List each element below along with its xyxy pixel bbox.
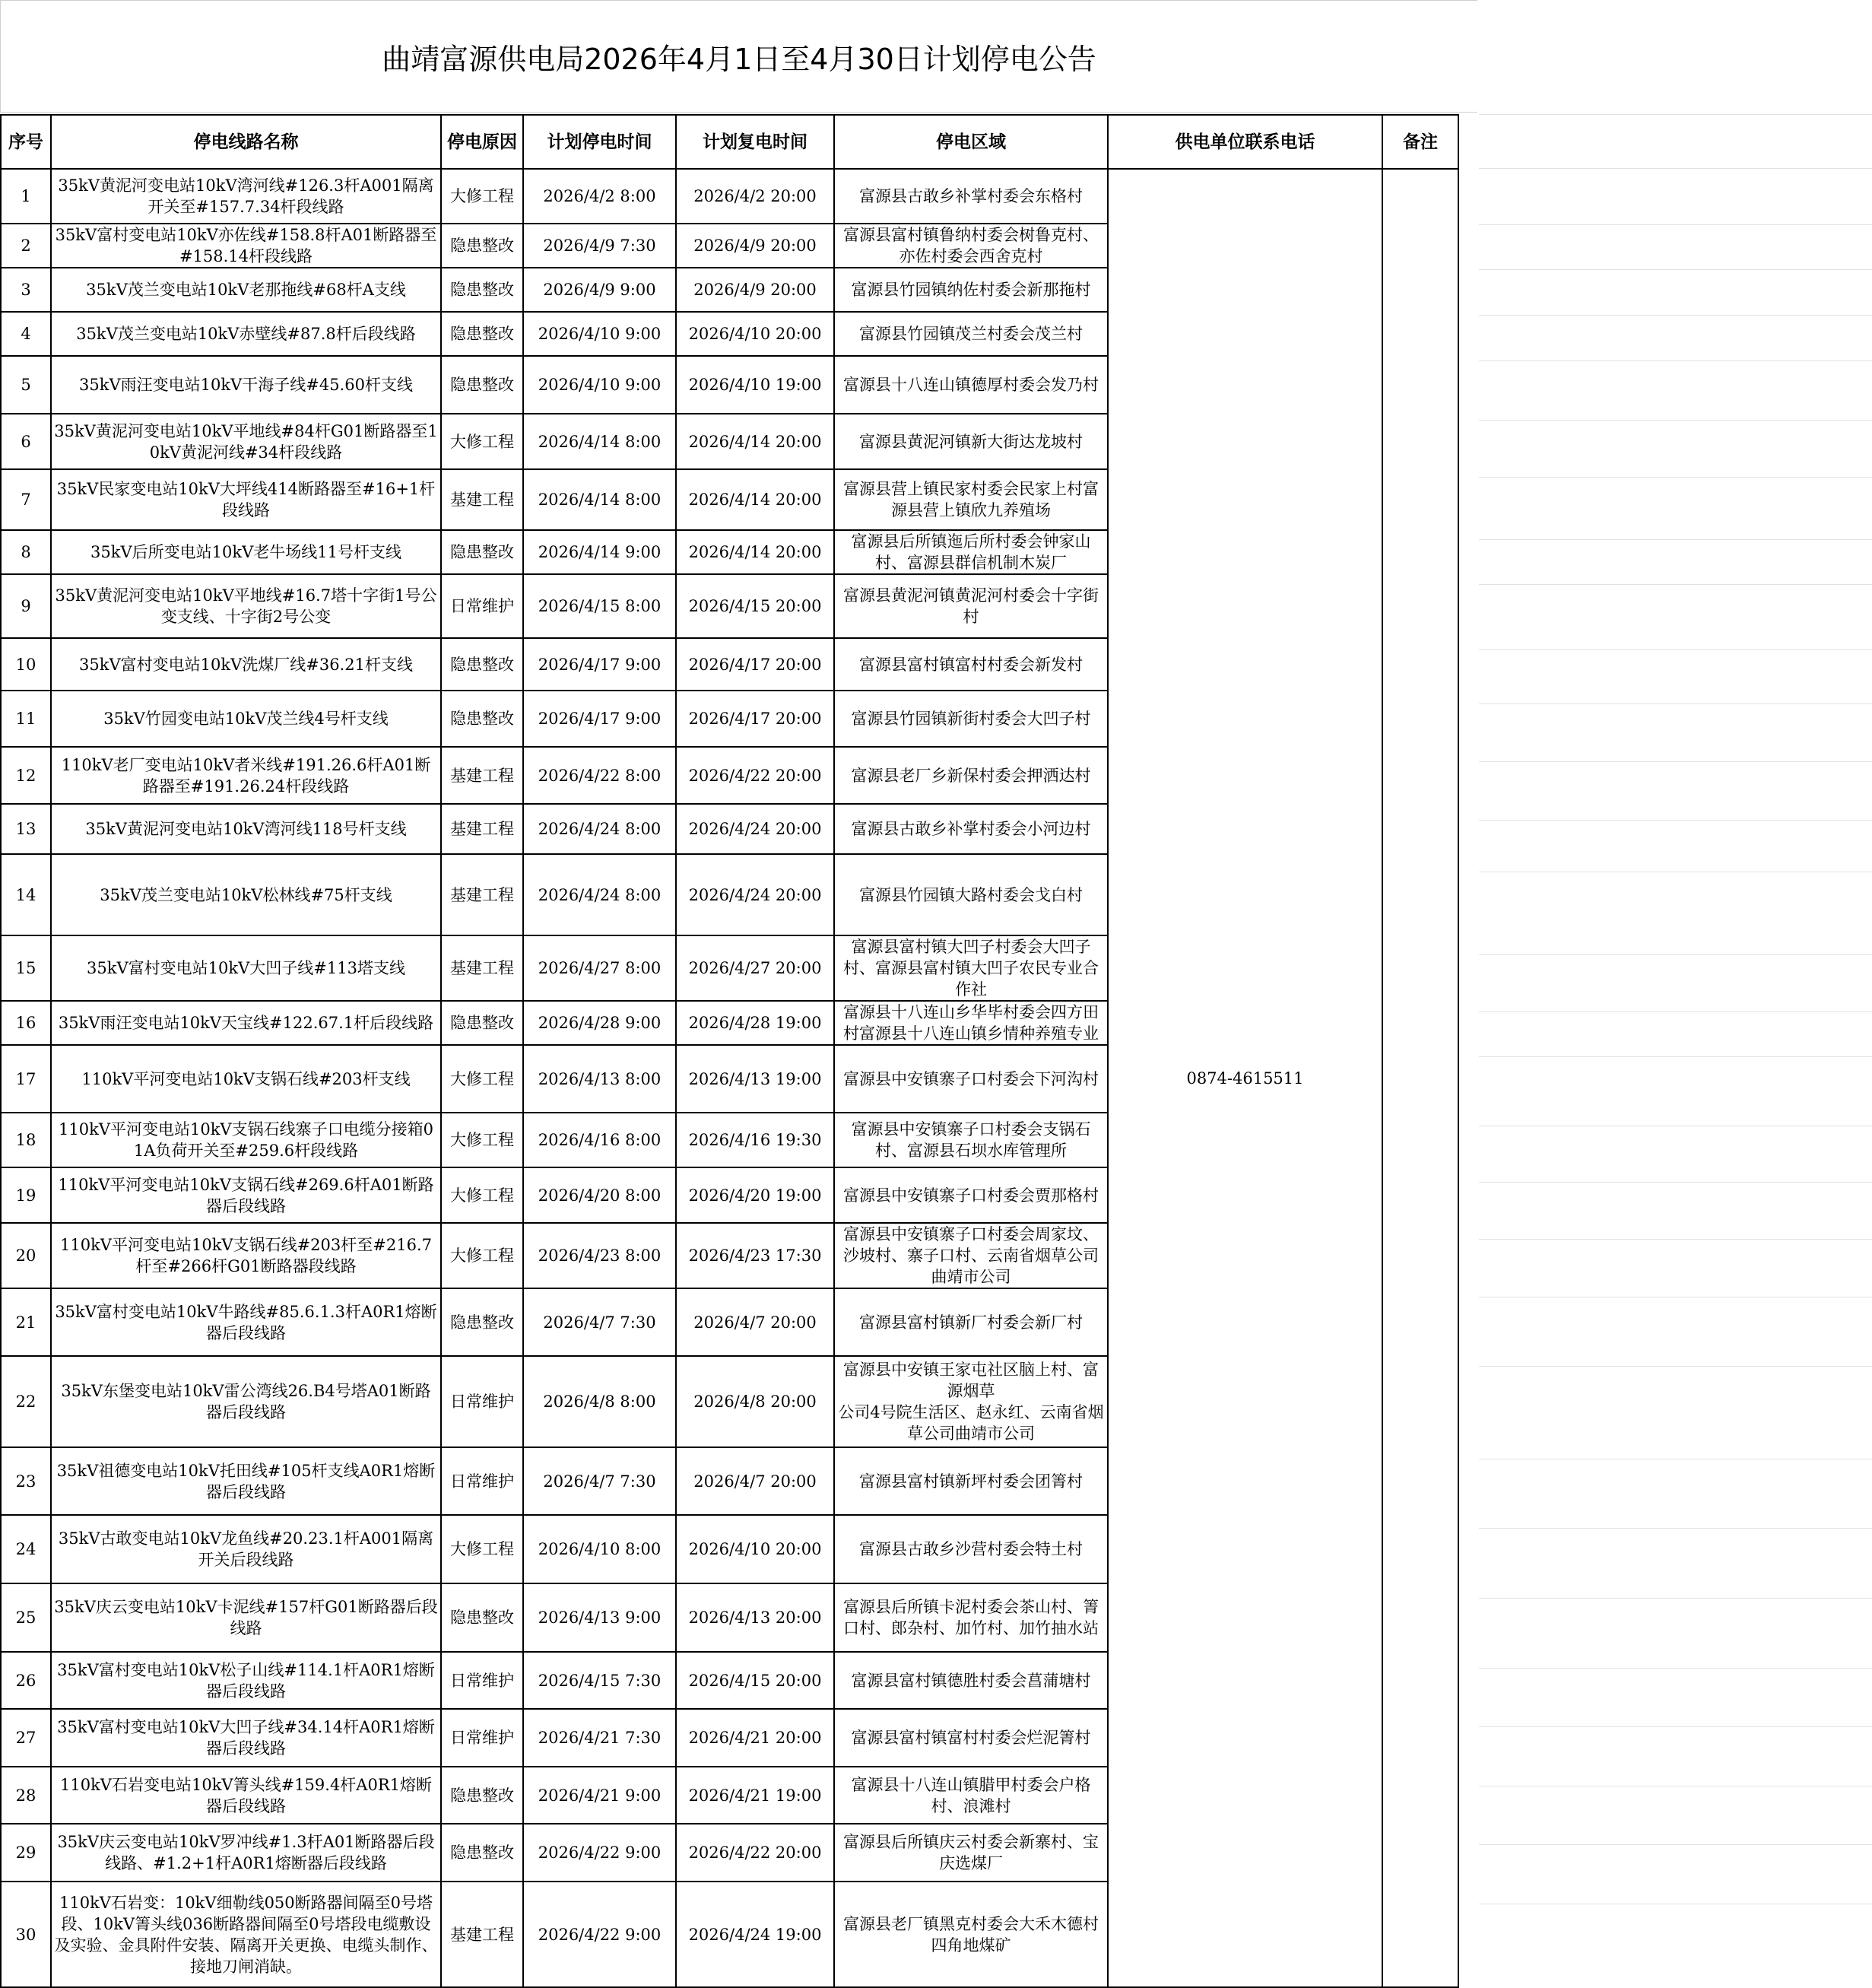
row-reason: 日常维护 xyxy=(441,1356,523,1447)
row-start-time: 2026/4/16 8:00 xyxy=(523,1113,676,1167)
row-line-name: 110kV石岩变：10kV细勒线050断路器间隔至0号塔段、10kV箐头线036断路器间隔至0号塔段电缆敷设及实验、金具附件安装、隔离开关更换、电缆头制作、接地刀闸消缺。 xyxy=(51,1882,441,1987)
grid-line xyxy=(1479,1366,1872,1367)
row-start-time: 2026/4/24 8:00 xyxy=(523,854,676,935)
row-end-time: 2026/4/15 20:00 xyxy=(676,1652,834,1709)
row-no: 26 xyxy=(1,1652,51,1709)
row-start-time: 2026/4/14 8:00 xyxy=(523,469,676,530)
row-reason: 大修工程 xyxy=(441,1113,523,1167)
row-end-time: 2026/4/28 19:00 xyxy=(676,1001,834,1045)
grid-line xyxy=(1479,703,1872,704)
row-area: 富源县富村镇德胜村委会菖蒲塘村 xyxy=(834,1652,1108,1709)
row-end-time: 2026/4/13 20:00 xyxy=(676,1583,834,1652)
row-no: 11 xyxy=(1,691,51,747)
row-reason: 基建工程 xyxy=(441,469,523,530)
row-end-time: 2026/4/24 19:00 xyxy=(676,1882,834,1987)
row-end-time: 2026/4/14 20:00 xyxy=(676,469,834,530)
row-reason: 大修工程 xyxy=(441,1045,523,1113)
remarks-cell xyxy=(1382,169,1458,1987)
row-line-name: 35kV茂兰变电站10kV老那拖线#68杆A支线 xyxy=(51,268,441,312)
row-line-name: 35kV富村变电站10kV亦佐线#158.8杆A01断路器至#158.14杆段线路 xyxy=(51,224,441,268)
row-no: 3 xyxy=(1,268,51,312)
row-start-time: 2026/4/8 8:00 xyxy=(523,1356,676,1447)
row-area: 富源县十八连山镇腊甲村委会户格村、浪滩村 xyxy=(834,1767,1108,1824)
row-end-time: 2026/4/14 20:00 xyxy=(676,530,834,574)
row-area: 富源县后所镇卡泥村委会茶山村、箐口村、郎杂村、加竹村、加竹抽水站 xyxy=(834,1583,1108,1652)
row-start-time: 2026/4/27 8:00 xyxy=(523,935,676,1001)
row-line-name: 35kV茂兰变电站10kV松林线#75杆支线 xyxy=(51,854,441,935)
row-line-name: 35kV雨汪变电站10kV天宝线#122.67.1杆后段线路 xyxy=(51,1001,441,1045)
row-end-time: 2026/4/14 20:00 xyxy=(676,414,834,469)
row-reason: 隐患整改 xyxy=(441,638,523,691)
grid-line xyxy=(1479,820,1872,821)
row-start-time: 2026/4/24 8:00 xyxy=(523,804,676,854)
row-no: 2 xyxy=(1,224,51,268)
row-area: 富源县老厂镇黑克村委会大禾木德村四角地煤矿 xyxy=(834,1882,1108,1987)
row-no: 13 xyxy=(1,804,51,854)
row-end-time: 2026/4/8 20:00 xyxy=(676,1356,834,1447)
row-area: 富源县中安镇寨子口村委会贾那格村 xyxy=(834,1167,1108,1223)
row-end-time: 2026/4/10 20:00 xyxy=(676,1515,834,1583)
grid-line xyxy=(1479,584,1872,585)
row-area: 富源县竹园镇茂兰村委会茂兰村 xyxy=(834,312,1108,356)
row-line-name: 35kV黄泥河变电站10kV平地线#16.7塔十字街1号公变支线、十字街2号公变 xyxy=(51,574,441,638)
row-line-name: 110kV平河变电站10kV支锅石线#269.6杆A01断路器后段线路 xyxy=(51,1167,441,1223)
grid-line xyxy=(1479,1528,1872,1529)
row-area: 富源县中安镇寨子口村委会支锅石村、富源县石坝水库管理所 xyxy=(834,1113,1108,1167)
grid-line xyxy=(1479,761,1872,762)
row-start-time: 2026/4/22 8:00 xyxy=(523,747,676,804)
row-no: 8 xyxy=(1,530,51,574)
row-area: 富源县竹园镇大路村委会戈白村 xyxy=(834,854,1108,935)
row-reason: 隐患整改 xyxy=(441,1288,523,1356)
row-no: 15 xyxy=(1,935,51,1001)
row-start-time: 2026/4/15 8:00 xyxy=(523,574,676,638)
row-line-name: 110kV平河变电站10kV支锅石线寨子口电缆分接箱01A负荷开关至#259.6杆段线路 xyxy=(51,1113,441,1167)
row-start-time: 2026/4/14 9:00 xyxy=(523,530,676,574)
row-end-time: 2026/4/22 20:00 xyxy=(676,1824,834,1882)
row-area: 富源县黄泥河镇黄泥河村委会十字街村 xyxy=(834,574,1108,638)
row-start-time: 2026/4/15 7:30 xyxy=(523,1652,676,1709)
contact-phone: 0874-4615511 xyxy=(1108,169,1382,1987)
grid-line xyxy=(1479,1598,1872,1599)
row-end-time: 2026/4/10 20:00 xyxy=(676,312,834,356)
row-end-time: 2026/4/27 20:00 xyxy=(676,935,834,1001)
row-area: 富源县中安镇寨子口村委会下河沟村 xyxy=(834,1045,1108,1113)
row-area: 富源县古敢乡沙营村委会特土村 xyxy=(834,1515,1108,1583)
header-contact-phone: 供电单位联系电话 xyxy=(1108,115,1382,169)
outage-table xyxy=(0,114,1459,1988)
row-line-name: 35kV茂兰变电站10kV赤壁线#87.8杆后段线路 xyxy=(51,312,441,356)
grid-line xyxy=(1479,420,1872,421)
row-end-time: 2026/4/23 17:30 xyxy=(676,1223,834,1288)
row-end-time: 2026/4/9 20:00 xyxy=(676,224,834,268)
row-no: 28 xyxy=(1,1767,51,1824)
header-area: 停电区域 xyxy=(834,115,1108,169)
row-start-time: 2026/4/9 7:30 xyxy=(523,224,676,268)
row-line-name: 35kV古敢变电站10kV龙鱼线#20.23.1杆A001隔离开关后段线路 xyxy=(51,1515,441,1583)
row-start-time: 2026/4/10 9:00 xyxy=(523,312,676,356)
header-reason: 停电原因 xyxy=(441,115,523,169)
row-end-time: 2026/4/21 19:00 xyxy=(676,1767,834,1824)
row-start-time: 2026/4/7 7:30 xyxy=(523,1447,676,1515)
row-no: 17 xyxy=(1,1045,51,1113)
row-no: 30 xyxy=(1,1882,51,1987)
row-end-time: 2026/4/20 19:00 xyxy=(676,1167,834,1223)
row-no: 20 xyxy=(1,1223,51,1288)
row-end-time: 2026/4/15 20:00 xyxy=(676,574,834,638)
row-start-time: 2026/4/2 8:00 xyxy=(523,169,676,224)
row-start-time: 2026/4/13 9:00 xyxy=(523,1583,676,1652)
grid-line xyxy=(1479,1726,1872,1727)
row-area: 富源县富村镇大凹子村委会大凹子村、富源县富村镇大凹子农民专业合作社 xyxy=(834,935,1108,1001)
row-no: 29 xyxy=(1,1824,51,1882)
page-title: 曲靖富源供电局2026年4月1日至4月30日计划停电公告 xyxy=(0,0,1477,113)
row-reason: 日常维护 xyxy=(441,1709,523,1767)
row-line-name: 35kV庆云变电站10kV卡泥线#157杆G01断路器后段线路 xyxy=(51,1583,441,1652)
grid-line xyxy=(1479,1056,1872,1057)
row-start-time: 2026/4/21 9:00 xyxy=(523,1767,676,1824)
row-area: 富源县富村镇富村村委会新发村 xyxy=(834,638,1108,691)
row-start-time: 2026/4/7 7:30 xyxy=(523,1288,676,1356)
row-start-time: 2026/4/10 8:00 xyxy=(523,1515,676,1583)
row-reason: 隐患整改 xyxy=(441,530,523,574)
row-area: 富源县富村镇新厂村委会新厂村 xyxy=(834,1288,1108,1356)
row-reason: 隐患整改 xyxy=(441,691,523,747)
row-no: 16 xyxy=(1,1001,51,1045)
row-reason: 大修工程 xyxy=(441,1223,523,1288)
header-no: 序号 xyxy=(1,115,51,169)
row-end-time: 2026/4/2 20:00 xyxy=(676,169,834,224)
row-reason: 日常维护 xyxy=(441,1652,523,1709)
row-line-name: 35kV黄泥河变电站10kV平地线#84杆G01断路器至10kV黄泥河线#34杆段线路 xyxy=(51,414,441,469)
grid-line xyxy=(1479,315,1872,316)
header-line-name: 停电线路名称 xyxy=(51,115,441,169)
table-header-row xyxy=(1,115,1458,169)
row-no: 18 xyxy=(1,1113,51,1167)
row-no: 24 xyxy=(1,1515,51,1583)
row-no: 25 xyxy=(1,1583,51,1652)
header-end-time: 计划复电时间 xyxy=(676,115,834,169)
row-line-name: 35kV雨汪变电站10kV干海子线#45.60杆支线 xyxy=(51,356,441,414)
row-area: 富源县竹园镇纳佐村委会新那拖村 xyxy=(834,268,1108,312)
row-area: 富源县后所镇迤后所村委会钟家山村、富源县群信机制木炭厂 xyxy=(834,530,1108,574)
row-no: 23 xyxy=(1,1447,51,1515)
row-start-time: 2026/4/21 7:30 xyxy=(523,1709,676,1767)
row-reason: 基建工程 xyxy=(441,1882,523,1987)
row-no: 12 xyxy=(1,747,51,804)
row-no: 22 xyxy=(1,1356,51,1447)
grid-line xyxy=(1479,539,1872,540)
row-line-name: 35kV民家变电站10kV大坪线414断路器至#16+1杆段线路 xyxy=(51,469,441,530)
row-line-name: 35kV后所变电站10kV老牛场线11号杆支线 xyxy=(51,530,441,574)
row-reason: 隐患整改 xyxy=(441,268,523,312)
grid-line xyxy=(1479,1011,1872,1012)
row-no: 7 xyxy=(1,469,51,530)
row-start-time: 2026/4/10 9:00 xyxy=(523,356,676,414)
grid-line xyxy=(1479,1182,1872,1183)
grid-line xyxy=(1479,1668,1872,1669)
row-line-name: 35kV富村变电站10kV松子山线#114.1杆A0R1熔断器后段线路 xyxy=(51,1652,441,1709)
row-reason: 基建工程 xyxy=(441,747,523,804)
row-line-name: 110kV石岩变电站10kV箐头线#159.4杆A0R1熔断器后段线路 xyxy=(51,1767,441,1824)
row-line-name: 35kV黄泥河变电站10kV湾河线118号杆支线 xyxy=(51,804,441,854)
row-no: 4 xyxy=(1,312,51,356)
row-line-name: 35kV富村变电站10kV洗煤厂线#36.21杆支线 xyxy=(51,638,441,691)
row-end-time: 2026/4/16 19:30 xyxy=(676,1113,834,1167)
row-reason: 日常维护 xyxy=(441,574,523,638)
grid-line xyxy=(1479,114,1872,115)
row-reason: 基建工程 xyxy=(441,804,523,854)
row-start-time: 2026/4/17 9:00 xyxy=(523,638,676,691)
row-no: 10 xyxy=(1,638,51,691)
grid-line xyxy=(1479,168,1872,169)
row-area: 富源县十八连山镇德厚村委会发乃村 xyxy=(834,356,1108,414)
row-area: 富源县十八连山乡华毕村委会四方田村富源县十八连山镇乡情种养殖专业 xyxy=(834,1001,1108,1045)
row-area: 富源县富村镇富村村委会烂泥箐村 xyxy=(834,1709,1108,1767)
row-reason: 大修工程 xyxy=(441,169,523,224)
grid-line xyxy=(1479,954,1872,955)
row-area: 富源县古敢乡补掌村委会东格村 xyxy=(834,169,1108,224)
row-reason: 隐患整改 xyxy=(441,1767,523,1824)
row-no: 27 xyxy=(1,1709,51,1767)
row-reason: 基建工程 xyxy=(441,854,523,935)
row-reason: 隐患整改 xyxy=(441,224,523,268)
row-line-name: 110kV平河变电站10kV支锅石线#203杆至#216.7杆至#266杆G01断路器段线路 xyxy=(51,1223,441,1288)
row-area: 富源县老厂乡新保村委会押洒达村 xyxy=(834,747,1108,804)
row-no: 6 xyxy=(1,414,51,469)
grid-line xyxy=(1479,360,1872,361)
row-area: 富源县富村镇新坪村委会团箐村 xyxy=(834,1447,1108,1515)
row-reason: 隐患整改 xyxy=(441,1583,523,1652)
row-start-time: 2026/4/28 9:00 xyxy=(523,1001,676,1045)
row-start-time: 2026/4/17 9:00 xyxy=(523,691,676,747)
row-reason: 日常维护 xyxy=(441,1447,523,1515)
row-end-time: 2026/4/17 20:00 xyxy=(676,691,834,747)
grid-line xyxy=(1479,1844,1872,1845)
row-start-time: 2026/4/22 9:00 xyxy=(523,1824,676,1882)
row-line-name: 35kV富村变电站10kV牛路线#85.6.1.3杆A0R1熔断器后段线路 xyxy=(51,1288,441,1356)
row-area: 富源县富村镇鲁纳村委会树鲁克村、亦佐村委会西舍克村 xyxy=(834,224,1108,268)
row-reason: 大修工程 xyxy=(441,1167,523,1223)
grid-line xyxy=(1479,224,1872,225)
row-start-time: 2026/4/22 9:00 xyxy=(523,1882,676,1987)
row-area: 富源县竹园镇新街村委会大凹子村 xyxy=(834,691,1108,747)
row-no: 19 xyxy=(1,1167,51,1223)
row-area: 富源县后所镇庆云村委会新寨村、宝庆选煤厂 xyxy=(834,1824,1108,1882)
row-end-time: 2026/4/10 19:00 xyxy=(676,356,834,414)
row-area: 富源县中安镇王家屯社区脑上村、富源烟草 公司4号院生活区、赵永红、云南省烟草公司曲靖市公司 xyxy=(834,1356,1108,1447)
row-reason: 大修工程 xyxy=(441,1515,523,1583)
row-reason: 大修工程 xyxy=(441,414,523,469)
row-end-time: 2026/4/13 19:00 xyxy=(676,1045,834,1113)
row-end-time: 2026/4/22 20:00 xyxy=(676,747,834,804)
row-reason: 隐患整改 xyxy=(441,356,523,414)
row-end-time: 2026/4/7 20:00 xyxy=(676,1447,834,1515)
row-line-name: 35kV祖德变电站10kV托田线#105杆支线A0R1熔断器后段线路 xyxy=(51,1447,441,1515)
row-area: 富源县营上镇民家村委会民家上村富源县营上镇欣九养殖场 xyxy=(834,469,1108,530)
row-line-name: 35kV东堡变电站10kV雷公湾线26.B4号塔A01断路器后段线路 xyxy=(51,1356,441,1447)
row-line-name: 35kV富村变电站10kV大凹子线#34.14杆A0R1熔断器后段线路 xyxy=(51,1709,441,1767)
header-remarks: 备注 xyxy=(1382,115,1458,169)
grid-line xyxy=(1479,477,1872,478)
grid-line xyxy=(1479,269,1872,270)
row-no: 1 xyxy=(1,169,51,224)
row-area: 富源县黄泥河镇新大街达龙坡村 xyxy=(834,414,1108,469)
row-no: 5 xyxy=(1,356,51,414)
row-no: 21 xyxy=(1,1288,51,1356)
header-start-time: 计划停电时间 xyxy=(523,115,676,169)
row-no: 9 xyxy=(1,574,51,638)
grid-line xyxy=(1479,649,1872,650)
row-reason: 隐患整改 xyxy=(441,1001,523,1045)
table-row xyxy=(1,169,1458,224)
row-end-time: 2026/4/7 20:00 xyxy=(676,1288,834,1356)
row-area: 富源县古敢乡补掌村委会小河边村 xyxy=(834,804,1108,854)
row-start-time: 2026/4/20 8:00 xyxy=(523,1167,676,1223)
row-end-time: 2026/4/9 20:00 xyxy=(676,268,834,312)
grid-line xyxy=(1479,1239,1872,1240)
row-start-time: 2026/4/14 8:00 xyxy=(523,414,676,469)
row-line-name: 110kV平河变电站10kV支锅石线#203杆支线 xyxy=(51,1045,441,1113)
row-start-time: 2026/4/23 8:00 xyxy=(523,1223,676,1288)
row-line-name: 110kV老厂变电站10kV者米线#191.26.6杆A01断路器至#191.26.24杆段线路 xyxy=(51,747,441,804)
row-line-name: 35kV竹园变电站10kV茂兰线4号杆支线 xyxy=(51,691,441,747)
row-end-time: 2026/4/24 20:00 xyxy=(676,804,834,854)
row-reason: 隐患整改 xyxy=(441,1824,523,1882)
row-start-time: 2026/4/9 9:00 xyxy=(523,268,676,312)
row-end-time: 2026/4/17 20:00 xyxy=(676,638,834,691)
row-reason: 隐患整改 xyxy=(441,312,523,356)
row-area: 富源县中安镇寨子口村委会周家坟、沙坡村、寨子口村、云南省烟草公司曲靖市公司 xyxy=(834,1223,1108,1288)
row-end-time: 2026/4/24 20:00 xyxy=(676,854,834,935)
row-reason: 基建工程 xyxy=(441,935,523,1001)
row-line-name: 35kV富村变电站10kV大凹子线#113塔支线 xyxy=(51,935,441,1001)
row-line-name: 35kV黄泥河变电站10kV湾河线#126.3杆A001隔离开关至#157.7.34杆段线路 xyxy=(51,169,441,224)
row-end-time: 2026/4/21 20:00 xyxy=(676,1709,834,1767)
row-no: 14 xyxy=(1,854,51,935)
row-line-name: 35kV庆云变电站10kV罗冲线#1.3杆A01断路器后段线路、#1.2+1杆A0R1熔断器后段线路 xyxy=(51,1824,441,1882)
row-start-time: 2026/4/13 8:00 xyxy=(523,1045,676,1113)
